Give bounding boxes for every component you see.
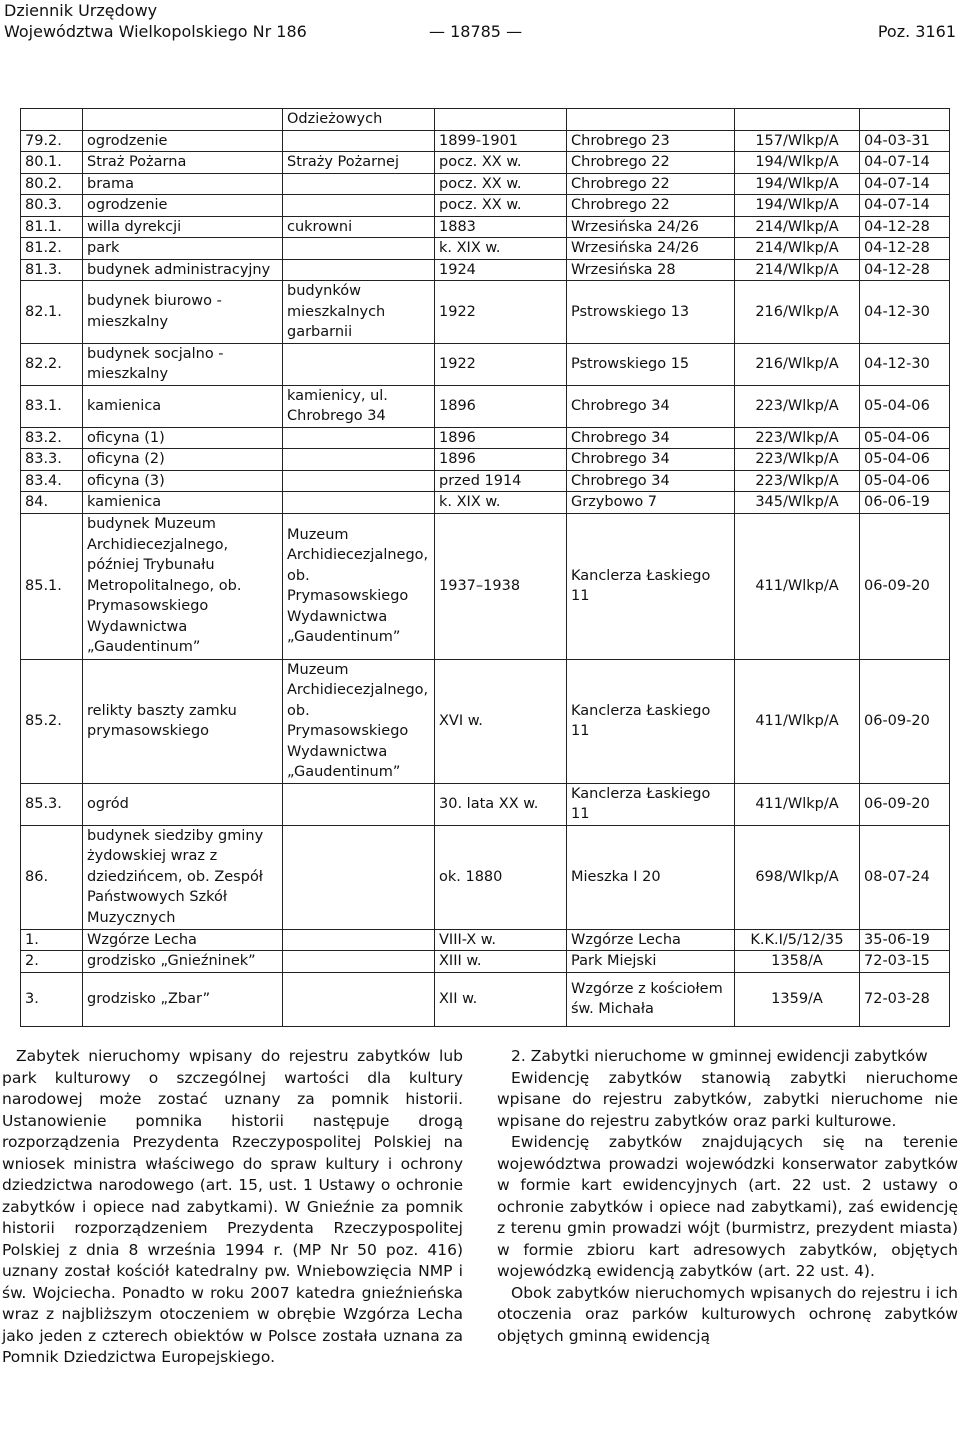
- cell-complex: [283, 929, 435, 951]
- cell-address: Pstrowskiego 15: [567, 343, 735, 385]
- left-column: [2, 1046, 463, 1369]
- cell-address: Wzgórze Lecha: [567, 929, 735, 951]
- table-row: [21, 195, 950, 217]
- cell-date: pocz. XX w.: [435, 152, 567, 174]
- cell-address: Pstrowskiego 13: [567, 281, 735, 344]
- cell-date: 1896: [435, 449, 567, 471]
- cell-date: 1896: [435, 427, 567, 449]
- cell-address: Wrzesińska 24/26: [567, 216, 735, 238]
- cell-number: 3.: [21, 972, 83, 1026]
- cell-number: 86.: [21, 825, 83, 929]
- cell-entry-date: 72-03-28: [860, 972, 950, 1026]
- cell-address: Chrobrego 34: [567, 470, 735, 492]
- cell-number: 79.2.: [21, 130, 83, 152]
- cell-object: [83, 109, 283, 131]
- table-row: [21, 783, 950, 825]
- cell-register: 216/Wlkp/A: [735, 281, 860, 344]
- cell-complex: [283, 449, 435, 471]
- table-row: [21, 972, 950, 1026]
- cell-address: Kanclerza Łaskiego 11: [567, 783, 735, 825]
- cell-entry-date: 05-04-06: [860, 449, 950, 471]
- table-row: [21, 470, 950, 492]
- cell-date: 1896: [435, 385, 567, 427]
- cell-object: relikty baszty zamku prymasowskiego: [83, 659, 283, 783]
- cell-date: 1922: [435, 281, 567, 344]
- cell-register: 216/Wlkp/A: [735, 343, 860, 385]
- cell-register: 698/Wlkp/A: [735, 825, 860, 929]
- cell-complex: Odzieżowych: [283, 109, 435, 131]
- cell-complex: [283, 259, 435, 281]
- cell-address: [567, 109, 735, 131]
- table-row: [21, 929, 950, 951]
- cell-entry-date: 04-12-30: [860, 281, 950, 344]
- cell-complex: [283, 972, 435, 1026]
- table-row: [21, 513, 950, 659]
- cell-object: kamienica: [83, 385, 283, 427]
- cell-date: XVI w.: [435, 659, 567, 783]
- cell-entry-date: 06-06-19: [860, 492, 950, 514]
- cell-date: ok. 1880: [435, 825, 567, 929]
- cell-number: 85.1.: [21, 513, 83, 659]
- table-row: [21, 130, 950, 152]
- cell-complex: Muzeum Archidiecezjalnego, ob. Prymasowskiego Wydawnictwa „Gaudentinum”: [283, 513, 435, 659]
- table-row: [21, 825, 950, 929]
- cell-entry-date: 04-12-28: [860, 216, 950, 238]
- cell-entry-date: 04-12-28: [860, 238, 950, 260]
- table-row: [21, 259, 950, 281]
- cell-number: 80.3.: [21, 195, 83, 217]
- cell-complex: [283, 238, 435, 260]
- cell-object: Straż Pożarna: [83, 152, 283, 174]
- cell-complex: budynków mieszkalnych garbarnii: [283, 281, 435, 344]
- cell-register: 223/Wlkp/A: [735, 427, 860, 449]
- cell-address: Chrobrego 34: [567, 427, 735, 449]
- cell-complex: kamienicy, ul. Chrobrego 34: [283, 385, 435, 427]
- cell-object: kamienica: [83, 492, 283, 514]
- cell-complex: [283, 470, 435, 492]
- cell-number: 80.1.: [21, 152, 83, 174]
- cell-date: 1924: [435, 259, 567, 281]
- table-row: [21, 281, 950, 344]
- cell-register: 345/Wlkp/A: [735, 492, 860, 514]
- table-row: [21, 427, 950, 449]
- cell-register: 157/Wlkp/A: [735, 130, 860, 152]
- table-row: [21, 449, 950, 471]
- cell-complex: Straży Pożarnej: [283, 152, 435, 174]
- cell-entry-date: 04-12-28: [860, 259, 950, 281]
- cell-address: Wrzesińska 24/26: [567, 238, 735, 260]
- table-row: [21, 216, 950, 238]
- cell-register: 194/Wlkp/A: [735, 195, 860, 217]
- cell-object: grodzisko „Gnieźninek”: [83, 951, 283, 973]
- cell-complex: [283, 951, 435, 973]
- right-paragraph-3: Obok zabytków nieruchomych wpisanych do rejestru i ich otoczenia oraz parków kulturowych ochronę zabytków objętych gminną ewidencją: [497, 1283, 958, 1345]
- table-row: [21, 659, 950, 783]
- cell-date: 1922: [435, 343, 567, 385]
- cell-register: 214/Wlkp/A: [735, 238, 860, 260]
- cell-object: oficyna (2): [83, 449, 283, 471]
- cell-object: budynek biurowo - mieszkalny: [83, 281, 283, 344]
- cell-address: Chrobrego 22: [567, 173, 735, 195]
- cell-object: budynek socjalno - mieszkalny: [83, 343, 283, 385]
- cell-date: XII w.: [435, 972, 567, 1026]
- cell-entry-date: 04-07-14: [860, 152, 950, 174]
- cell-register: 1359/A: [735, 972, 860, 1026]
- right-column: [497, 1046, 958, 1347]
- cell-address: Wrzesińska 28: [567, 259, 735, 281]
- cell-number: 1.: [21, 929, 83, 951]
- cell-number: 83.3.: [21, 449, 83, 471]
- cell-object: park: [83, 238, 283, 260]
- table-row: [21, 385, 950, 427]
- right-paragraph-1: Ewidencję zabytków stanowią zabytki nieruchome wpisane do rejestru zabytków, zabytki nieruchome nie wpisane do rejestru zabytków oraz parki kulturowe.: [497, 1068, 958, 1130]
- cell-date: pocz. XX w.: [435, 195, 567, 217]
- table-row: [21, 152, 950, 174]
- cell-address: Grzybowo 7: [567, 492, 735, 514]
- cell-address: Park Miejski: [567, 951, 735, 973]
- table-row: [21, 492, 950, 514]
- cell-complex: Muzeum Archidiecezjalnego, ob. Prymasowskiego Wydawnictwa „Gaudentinum”: [283, 659, 435, 783]
- right-paragraph-2: Ewidencję zabytków znajdujących się na terenie województwa prowadzi wojewódzki konserwator zabytków w formie kart ewidencyjnych (art. 22 ust. 2 ustawy o ochronie zabytków i opiece nad zabytkami), zaś ewidencję z terenu gmin prowadzi wójt (burmistrz, prezydent miasta) w formie zbioru kart adresowych zabytków, objętych wojewódzką ewidencją zabytków (art. 22 ust. 4).: [497, 1133, 958, 1280]
- table-row: [21, 173, 950, 195]
- cell-entry-date: 04-07-14: [860, 195, 950, 217]
- cell-object: ogrodzenie: [83, 130, 283, 152]
- cell-entry-date: 05-04-06: [860, 385, 950, 427]
- table-row: [21, 951, 950, 973]
- cell-number: 82.1.: [21, 281, 83, 344]
- cell-entry-date: 06-09-20: [860, 513, 950, 659]
- cell-complex: [283, 173, 435, 195]
- cell-register: 223/Wlkp/A: [735, 449, 860, 471]
- table-row: [21, 343, 950, 385]
- cell-number: 81.1.: [21, 216, 83, 238]
- cell-register: 223/Wlkp/A: [735, 385, 860, 427]
- cell-address: Kanclerza Łaskiego 11: [567, 513, 735, 659]
- cell-number: 82.2.: [21, 343, 83, 385]
- cell-address: Chrobrego 34: [567, 385, 735, 427]
- cell-entry-date: 06-09-20: [860, 783, 950, 825]
- cell-date: [435, 109, 567, 131]
- cell-register: 411/Wlkp/A: [735, 783, 860, 825]
- cell-address: Wzgórze z kościołem św. Michała: [567, 972, 735, 1026]
- cell-object: budynek Muzeum Archidiecezjalnego, później Trybunału Metropolitalnego, ob. Prymasowskiego Wydawnictwa „Gaudentinum”: [83, 513, 283, 659]
- cell-address: Chrobrego 34: [567, 449, 735, 471]
- cell-register: 1358/A: [735, 951, 860, 973]
- cell-number: 85.3.: [21, 783, 83, 825]
- cell-entry-date: 05-04-06: [860, 470, 950, 492]
- cell-object: willa dyrekcji: [83, 216, 283, 238]
- cell-register: 214/Wlkp/A: [735, 259, 860, 281]
- cell-register: 411/Wlkp/A: [735, 513, 860, 659]
- cell-register: 223/Wlkp/A: [735, 470, 860, 492]
- cell-address: Kanclerza Łaskiego 11: [567, 659, 735, 783]
- page-header: [4, 0, 956, 42]
- cell-register: 194/Wlkp/A: [735, 152, 860, 174]
- cell-date: pocz. XX w.: [435, 173, 567, 195]
- cell-number: 83.4.: [21, 470, 83, 492]
- cell-complex: [283, 195, 435, 217]
- cell-register: [735, 109, 860, 131]
- cell-date: 1937–1938: [435, 513, 567, 659]
- section-heading: 2. Zabytki nieruchome w gminnej ewidencji zabytków: [511, 1047, 928, 1065]
- cell-entry-date: 04-07-14: [860, 173, 950, 195]
- cell-object: ogrodzenie: [83, 195, 283, 217]
- cell-entry-date: 05-04-06: [860, 427, 950, 449]
- text-columns: [0, 1046, 960, 1444]
- cell-register: 411/Wlkp/A: [735, 659, 860, 783]
- cell-number: 80.2.: [21, 173, 83, 195]
- cell-date: 1883: [435, 216, 567, 238]
- cell-address: Chrobrego 23: [567, 130, 735, 152]
- cell-date: VIII-X w.: [435, 929, 567, 951]
- cell-number: 2.: [21, 951, 83, 973]
- cell-number: 83.2.: [21, 427, 83, 449]
- cell-complex: [283, 825, 435, 929]
- monument-of-history-paragraph: Zabytek nieruchomy wpisany do rejestru zabytków lub park kulturowy o szczególnej wartości dla kultury narodowej może zostać uznany za pomnik historii. Ustanowienie pomnika historii następuje drogą rozporządzenia Prezydenta Rzeczypospolitej Polskiej na wniosek ministra właściwego do spraw kultury i ochrony dziedzictwa narodowego (art. 15, ust. 1 Ustawy o ochronie zabytków i opiece nad zabytkami). W Gnieźnie za pomnik historii rozporządzeniem Prezydenta Rzeczypospolitej Polskiej z dnia 8 września 1994 r. (MP Nr 50 poz. 416) uznany został kościół katedralny pw. Wniebowzięcia NMP i św. Wojciecha. Ponadto w roku 2007 katedra gnieźnieńska wraz z najbliższym otoczeniem w obrębie Wzgórza Lecha jako jeden z czterech obiektów w Polsce została uznana za Pomnik Dziedzictwa Europejskiego.: [2, 1047, 463, 1366]
- cell-date: przed 1914: [435, 470, 567, 492]
- cell-number: 84.: [21, 492, 83, 514]
- cell-date: k. XIX w.: [435, 492, 567, 514]
- cell-object: Wzgórze Lecha: [83, 929, 283, 951]
- cell-object: oficyna (1): [83, 427, 283, 449]
- cell-number: 81.3.: [21, 259, 83, 281]
- cell-number: 81.2.: [21, 238, 83, 260]
- cell-date: k. XIX w.: [435, 238, 567, 260]
- cell-number: 83.1.: [21, 385, 83, 427]
- cell-entry-date: [860, 109, 950, 131]
- cell-object: grodzisko „Zbar”: [83, 972, 283, 1026]
- cell-entry-date: 04-12-30: [860, 343, 950, 385]
- cell-object: budynek siedziby gminy żydowskiej wraz z dziedzińcem, ob. Zespół Państwowych Szkół Muzycznych: [83, 825, 283, 929]
- cell-object: budynek administracyjny: [83, 259, 283, 281]
- cell-object: oficyna (3): [83, 470, 283, 492]
- cell-entry-date: 35-06-19: [860, 929, 950, 951]
- cell-complex: [283, 343, 435, 385]
- cell-register: K.K.I/5/12/35: [735, 929, 860, 951]
- cell-register: 214/Wlkp/A: [735, 216, 860, 238]
- cell-object: brama: [83, 173, 283, 195]
- cell-number: [21, 109, 83, 131]
- monuments-register-table: [20, 108, 950, 1027]
- cell-address: Mieszka I 20: [567, 825, 735, 929]
- cell-entry-date: 72-03-15: [860, 951, 950, 973]
- cell-complex: [283, 783, 435, 825]
- publication-title: Dziennik Urzędowy: [4, 1, 158, 20]
- cell-entry-date: 04-03-31: [860, 130, 950, 152]
- cell-number: 85.2.: [21, 659, 83, 783]
- cell-date: 30. lata XX w.: [435, 783, 567, 825]
- cell-date: 1899-1901: [435, 130, 567, 152]
- voivodeship-issue: Województwa Wielkopolskiego Nr 186: [4, 22, 307, 41]
- cell-complex: cukrowni: [283, 216, 435, 238]
- cell-complex: [283, 492, 435, 514]
- table-row: [21, 238, 950, 260]
- cell-register: 194/Wlkp/A: [735, 173, 860, 195]
- position-number: Poz. 3161: [877, 22, 956, 41]
- cell-entry-date: 08-07-24: [860, 825, 950, 929]
- cell-object: ogród: [83, 783, 283, 825]
- table-row: [21, 109, 950, 131]
- cell-entry-date: 06-09-20: [860, 659, 950, 783]
- cell-complex: [283, 130, 435, 152]
- cell-address: Chrobrego 22: [567, 152, 735, 174]
- cell-complex: [283, 427, 435, 449]
- cell-address: Chrobrego 22: [567, 195, 735, 217]
- cell-date: XIII w.: [435, 951, 567, 973]
- page-number: — 18785 —: [429, 22, 523, 41]
